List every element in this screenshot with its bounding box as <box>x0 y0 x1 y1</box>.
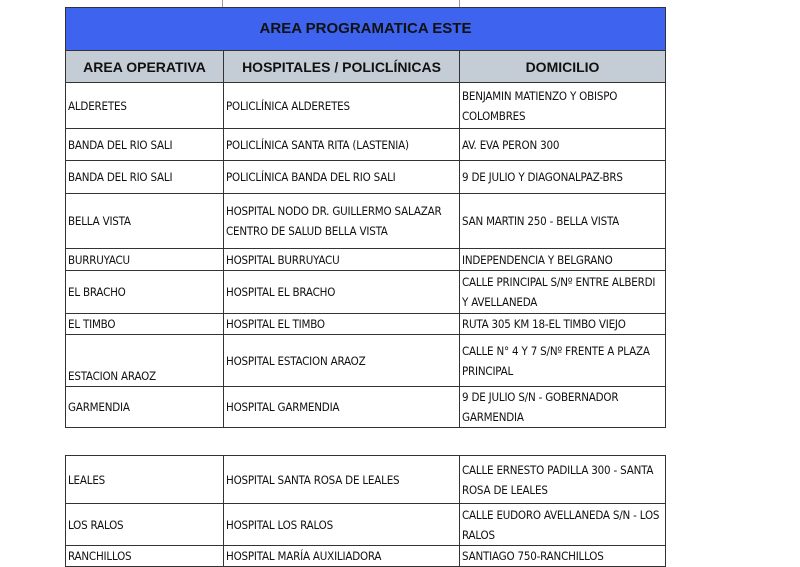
header-domicilio: DOMICILIO <box>460 51 666 83</box>
cell-area: ESTACION ARAOZ <box>66 335 224 387</box>
cell-domicilio: INDEPENDENCIA Y BELGRANO <box>460 249 666 271</box>
cell-area: LOS RALOS <box>66 504 224 546</box>
cell-hospital: HOSPITAL EL TIMBO <box>224 314 460 335</box>
cell-hospital: HOSPITAL ESTACION ARAOZ <box>224 335 460 387</box>
cell-hospital: HOSPITAL LOS RALOS <box>224 504 460 546</box>
cell-area: RANCHILLOS <box>66 546 224 567</box>
cell-area: BANDA DEL RIO SALI <box>66 129 224 161</box>
table-row <box>66 83 666 129</box>
cell-area: BURRUYACU <box>66 249 224 271</box>
table-row <box>66 456 666 504</box>
cell-domicilio: 9 DE JULIO S/N - GOBERNADOR GARMENDIA <box>460 387 666 428</box>
header-area: AREA OPERATIVA <box>66 51 224 83</box>
table-row <box>66 161 666 194</box>
cell-hospital: HOSPITAL NODO DR. GUILLERMO SALAZAR CENTRO DE SALUD BELLA VISTA <box>224 194 460 249</box>
table-row <box>66 335 666 387</box>
cell-domicilio: SANTIAGO 750-RANCHILLOS <box>460 546 666 567</box>
table-row <box>66 129 666 161</box>
cell-domicilio: CALLE ERNESTO PADILLA 300 - SANTA ROSA DE LEALES <box>460 456 666 504</box>
hospitals-table <box>65 7 666 428</box>
cell-hospital: HOSPITAL BURRUYACU <box>224 249 460 271</box>
cell-hospital: HOSPITAL GARMENDIA <box>224 387 460 428</box>
cell-domicilio: 9 DE JULIO Y DIAGONALPAZ-BRS <box>460 161 666 194</box>
table-row <box>66 194 666 249</box>
cell-domicilio: CALLE N° 4 Y 7 S/Nº FRENTE A PLAZA PRINCIPAL <box>460 335 666 387</box>
cell-hospital: HOSPITAL SANTA ROSA DE LEALES <box>224 456 460 504</box>
table-row <box>66 504 666 546</box>
cell-area: EL TIMBO <box>66 314 224 335</box>
cell-hospital: POLICLÍNICA ALDERETES <box>224 83 460 129</box>
table-row <box>66 387 666 428</box>
cell-domicilio: AV. EVA PERON 300 <box>460 129 666 161</box>
divider <box>459 0 460 7</box>
table-title: AREA PROGRAMATICA ESTE <box>66 8 666 51</box>
table-row <box>66 249 666 271</box>
cell-domicilio: RUTA 305 KM 18-EL TIMBO VIEJO <box>460 314 666 335</box>
cell-area: BANDA DEL RIO SALI <box>66 161 224 194</box>
cell-area: LEALES <box>66 456 224 504</box>
table-row <box>66 314 666 335</box>
table-row <box>66 271 666 314</box>
divider <box>222 0 223 7</box>
cell-hospital: POLICLÍNICA SANTA RITA (LASTENIA) <box>224 129 460 161</box>
header-hospital: HOSPITALES / POLICLÍNICAS <box>224 51 460 83</box>
cell-area: BELLA VISTA <box>66 194 224 249</box>
cell-area: GARMENDIA <box>66 387 224 428</box>
cell-domicilio: BENJAMIN MATIENZO Y OBISPO COLOMBRES <box>460 83 666 129</box>
cell-hospital: HOSPITAL MARÍA AUXILIADORA <box>224 546 460 567</box>
cell-area: EL BRACHO <box>66 271 224 314</box>
cell-domicilio: CALLE PRINCIPAL S/Nº ENTRE ALBERDI Y AVELLANEDA <box>460 271 666 314</box>
cell-hospital: POLICLÍNICA BANDA DEL RIO SALI <box>224 161 460 194</box>
cell-domicilio: SAN MARTIN 250 - BELLA VISTA <box>460 194 666 249</box>
cell-hospital: HOSPITAL EL BRACHO <box>224 271 460 314</box>
cell-domicilio: CALLE EUDORO AVELLANEDA S/N - LOS RALOS <box>460 504 666 546</box>
table-row <box>66 546 666 567</box>
hospitals-table-continued <box>65 455 666 567</box>
cell-area: ALDERETES <box>66 83 224 129</box>
